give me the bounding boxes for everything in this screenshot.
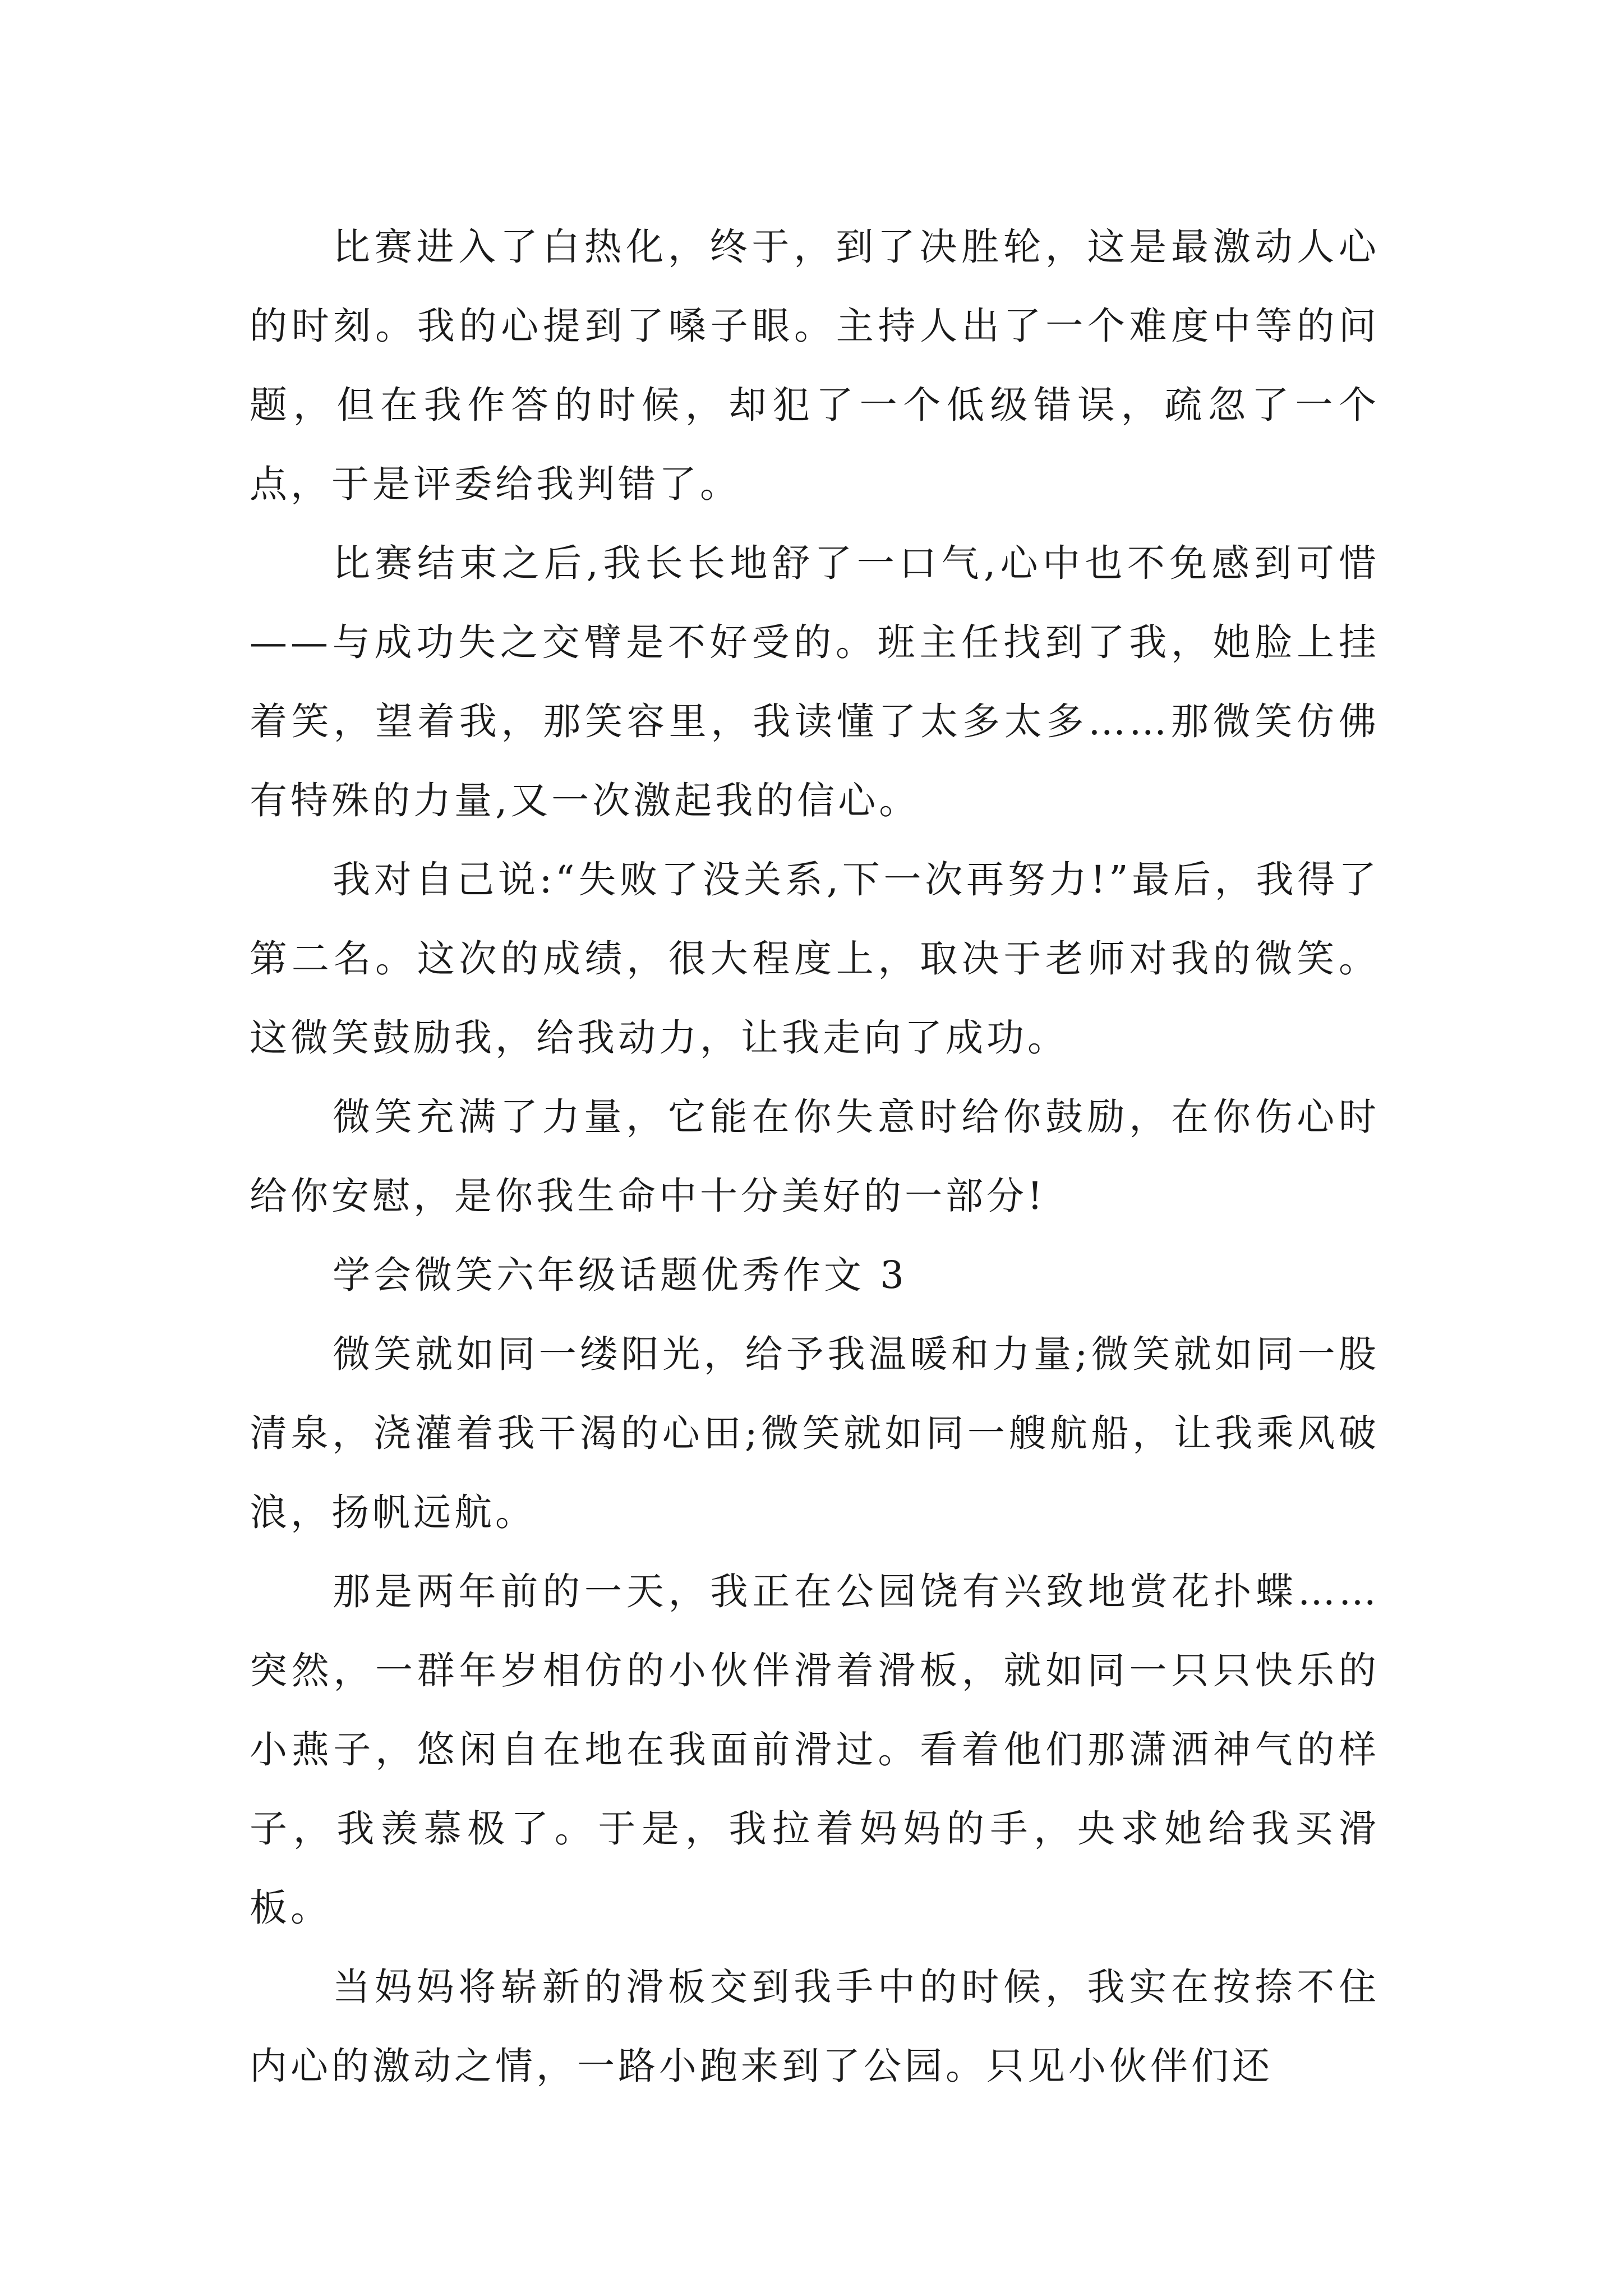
paragraph-2: 比赛结束之后,我长长地舒了一口气,心中也不免感到可惜——与成功失之交臂是不好受的。班主任找到了我，她脸上挂着笑，望着我，那笑容里，我读懂了太多太多……那微笑仿佛有特殊的力量,又一次激起我的信心。: [250, 541, 1380, 822]
document-body: [250, 208, 1380, 2106]
paragraph-1: 比赛进入了白热化，终于，到了决胜轮，这是最激动人心的时刻。我的心提到了嗓子眼。主持人出了一个难度中等的问题，但在我作答的时候，却犯了一个低级错误，疏忽了一个点，于是评委给我判错了。: [250, 225, 1380, 506]
paragraph-4: 微笑充满了力量，它能在你失意时给你鼓励，在你伤心时给你安慰，是你我生命中十分美好的一部分!: [250, 1095, 1380, 1218]
paragraph-6: 那是两年前的一天，我正在公园饶有兴致地赏花扑蝶……突然，一群年岁相仿的小伙伴滑着滑板，就如同一只只快乐的小燕子，悠闲自在地在我面前滑过。看着他们那潇洒神气的样子，我羡慕极了。于是，我拉着妈妈的手，央求她给我买滑板。: [250, 1570, 1380, 1930]
paragraph-3: 我对自己说:“失败了没关系,下一次再努力!”最后，我得了第二名。这次的成绩，很大程度上，取决于老师对我的微笑。这微笑鼓励我，给我动力，让我走向了成功。: [250, 858, 1380, 1060]
paragraph-7: 当妈妈将崭新的滑板交到我手中的时候，我实在按捺不住内心的激动之情，一路小跑来到了公园。只见小伙伴们还: [250, 1965, 1380, 2088]
paragraph-5: 微笑就如同一缕阳光，给予我温暖和力量;微笑就如同一股清泉，浇灌着我干渴的心田;微笑就如同一艘航船，让我乘风破浪，扬帆远航。: [250, 1332, 1380, 1534]
essay-heading: 学会微笑六年级话题优秀作文 3: [333, 1253, 907, 1297]
